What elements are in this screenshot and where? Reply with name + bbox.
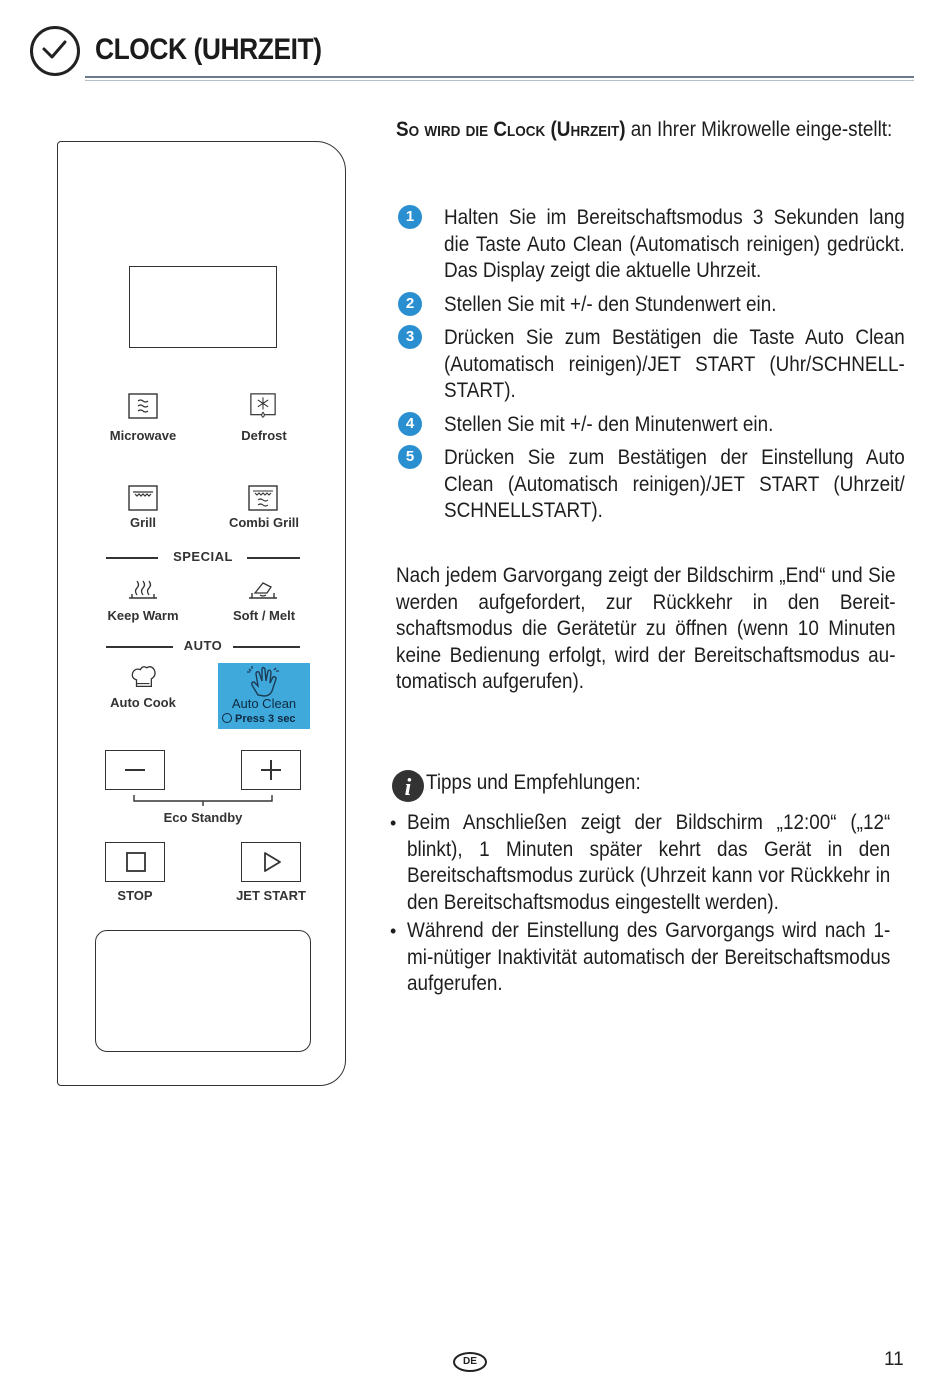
special-rule-left <box>106 557 158 559</box>
auto-clean-button[interactable] <box>218 663 310 729</box>
step-number-badge: 3 <box>398 325 422 349</box>
eco-standby-bracket <box>133 795 273 807</box>
microwave-label: Microwave <box>109 428 177 443</box>
bullet-dot: • <box>390 813 397 833</box>
step-item <box>396 412 906 439</box>
step-text: Stellen Sie mit +/- den Minutenwert ein. <box>444 412 774 436</box>
header-rule-thin <box>85 80 914 81</box>
page-number: 11 <box>884 1349 904 1370</box>
step-number-badge: 2 <box>398 292 422 316</box>
soft-melt-label: Soft / Melt <box>232 608 296 623</box>
tips-title: Tipps und Empfehlungen: <box>426 771 641 794</box>
minus-button[interactable] <box>105 750 165 790</box>
press-3-sec-text: Press 3 sec <box>235 713 296 725</box>
play-icon <box>261 851 283 873</box>
intro-lead: So wird die Clock (Uhrzeit) <box>396 118 626 141</box>
special-rule-right <box>247 557 300 559</box>
plus-button[interactable] <box>241 750 301 790</box>
step-item <box>396 292 906 319</box>
intro-text <box>396 117 896 144</box>
press-3-sec-hint <box>222 713 310 725</box>
stop-label: STOP <box>117 888 153 903</box>
auto-section-label: AUTO <box>183 638 223 653</box>
defrost-icon <box>248 393 278 419</box>
svg-text:i: i <box>404 775 412 801</box>
header-rule <box>85 76 914 78</box>
tip-text: Beim Anschließen zeigt der Bildschirm „12:00“ („12“ blinkt), 1 Minuten später kehrt das Gerät in den Bereitschaftsmodus zurück (Uhrzeit kann vor Rückkehr in den Bereitschaftsmodus eingestellt werden). <box>407 811 891 914</box>
keep-warm-label: Keep Warm <box>107 608 179 623</box>
tip-text: Während der Einstellung des Garvorgangs wird nach 1-mi-nütiger Inaktivität automatisch der Bereitschaftsmodus aufgerufen. <box>407 919 891 995</box>
steps-list <box>396 205 906 532</box>
minus-icon <box>123 763 147 777</box>
jet-start-label: JET START <box>236 888 306 903</box>
step-number-badge: 4 <box>398 412 422 436</box>
grill-icon <box>128 485 158 511</box>
step-text: Drücken Sie zum Bestätigen die Taste Auto Clean (Automatisch reinigen)/JET START (Uhr/SCHNELL-START). <box>444 326 905 402</box>
step-text: Stellen Sie mit +/- den Stundenwert ein. <box>444 292 777 316</box>
microwave-icon <box>128 393 158 419</box>
page-title: CLOCK (UHRZEIT) <box>95 33 322 66</box>
keep-warm-icon <box>126 578 160 604</box>
step-item <box>396 445 906 525</box>
panel-display <box>129 266 277 348</box>
tip-item <box>390 810 890 916</box>
step-number-badge: 5 <box>398 445 422 469</box>
auto-rule-right <box>233 646 300 648</box>
info-icon <box>391 769 425 803</box>
combi-grill-label: Combi Grill <box>228 515 300 530</box>
intro-rest: an Ihrer Mikrowelle einge-stellt: <box>625 118 893 141</box>
step-number-badge: 1 <box>398 205 422 229</box>
language-badge: DE <box>453 1352 487 1372</box>
tips-list <box>390 810 890 1000</box>
end-screen-paragraph: Nach jedem Garvorgang zeigt der Bildschirm „End“ und Sie werden aufgefordert, zur Rückkehr in den Bereit-schaftsmodus die Gerätetür zu öffnen (wenn 10 Minuten keine Bedienung erfolgt, wird der Bereitschaftsmodus au-tomatisch aufgerufen). <box>396 564 896 693</box>
jet-start-button[interactable] <box>241 842 301 882</box>
special-section-label: SPECIAL <box>173 549 233 564</box>
stop-button[interactable] <box>105 842 165 882</box>
auto-rule-left <box>106 646 173 648</box>
soft-melt-icon <box>246 578 280 604</box>
step-text: Drücken Sie zum Bestätigen der Einstellung Auto Clean (Automatisch reinigen)/JET START (Uhrzeit/ SCHNELLSTART). <box>444 446 905 522</box>
grill-label: Grill <box>129 515 156 530</box>
tip-item <box>390 918 890 998</box>
chef-hat-icon <box>128 665 158 691</box>
stop-square-icon <box>125 851 147 873</box>
bullet-dot: • <box>390 921 397 941</box>
eco-standby-label: Eco Standby <box>163 810 243 825</box>
small-clock-icon <box>222 713 232 723</box>
combi-grill-icon <box>248 485 278 511</box>
auto-cook-label: Auto Cook <box>110 695 176 710</box>
clock-icon <box>29 25 81 77</box>
step-item <box>396 325 906 405</box>
cleaning-hand-icon <box>246 665 282 697</box>
step-item <box>396 205 906 285</box>
defrost-label: Defrost <box>241 428 287 443</box>
door-handle-area <box>95 930 311 1052</box>
step-text: Halten Sie im Bereitschaftsmodus 3 Sekunden lang die Taste Auto Clean (Automatisch reinigen) gedrückt. Das Display zeigt die aktuelle Uhrzeit. <box>444 206 905 282</box>
plus-icon <box>259 758 283 782</box>
auto-clean-label: Auto Clean <box>231 696 297 711</box>
